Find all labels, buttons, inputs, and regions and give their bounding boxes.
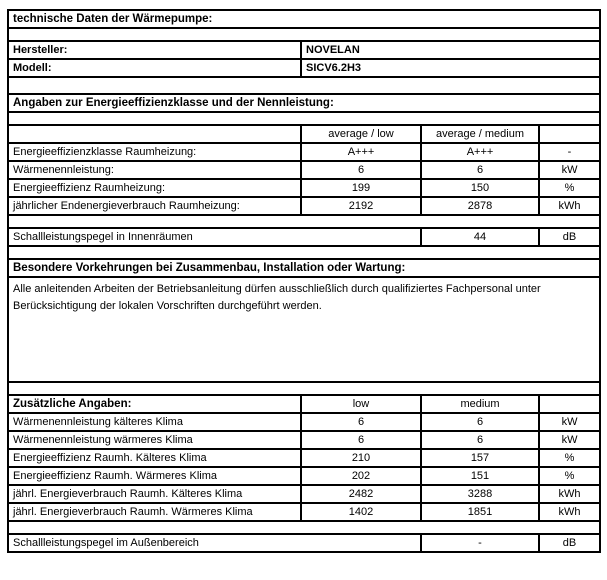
unit-cell: kWh — [539, 503, 600, 521]
spacer-cell — [8, 215, 600, 228]
table-row — [8, 431, 600, 449]
value-low: 199 — [301, 179, 421, 197]
section-precautions-heading: Besondere Vorkehrungen bei Zusammenbau, Installation oder Wartung: — [8, 259, 600, 277]
value-low: 6 — [301, 413, 421, 431]
value-medium: 157 — [421, 449, 539, 467]
doc-title: technische Daten der Wärmepumpe: — [8, 10, 600, 28]
table-row — [8, 485, 600, 503]
model-label: Modell: — [8, 59, 301, 77]
precautions-text: Alle anleitenden Arbeiten der Betriebsanleitung dürfen ausschließlich durch qualifiziertes Fachpersonal unter Berücksichtigung der lokalen Vorschriften durchgeführt werden. — [8, 277, 600, 382]
table-row — [8, 59, 600, 77]
row-label: jährlicher Endenergieverbrauch Raumheizung: — [8, 197, 301, 215]
table-row — [8, 77, 600, 94]
value-low: 6 — [301, 161, 421, 179]
col-header-low: low — [301, 395, 421, 413]
table-row — [8, 382, 600, 395]
value-medium: 150 — [421, 179, 539, 197]
value-medium: 2878 — [421, 197, 539, 215]
row-label: jährl. Energieverbrauch Raumh. Wärmeres Klima — [8, 503, 301, 521]
table-row — [8, 259, 600, 277]
unit-cell: % — [539, 449, 600, 467]
spacer-cell — [8, 28, 600, 41]
sound-outdoor-value: - — [421, 534, 539, 552]
table-row — [8, 467, 600, 485]
section-energy-heading: Angaben zur Energieeffizienzklasse und der Nennleistung: — [8, 94, 600, 112]
spacer-cell — [8, 521, 600, 534]
model-value: SICV6.2H3 — [301, 59, 600, 77]
sound-indoor-label: Schallleistungspegel in Innenräumen — [8, 228, 421, 246]
table-row — [8, 125, 600, 143]
manufacturer-label: Hersteller: — [8, 41, 301, 59]
col-header-average-medium: average / medium — [421, 125, 539, 143]
row-label: Energieeffizienz Raumh. Kälteres Klima — [8, 449, 301, 467]
unit-cell: kW — [539, 161, 600, 179]
table-row — [8, 215, 600, 228]
table-row — [8, 277, 600, 382]
section-additional-heading: Zusätzliche Angaben: — [8, 395, 301, 413]
value-medium: A+++ — [421, 143, 539, 161]
table-row — [8, 395, 600, 413]
sound-indoor-value: 44 — [421, 228, 539, 246]
table-row — [8, 28, 600, 41]
unit-cell: % — [539, 179, 600, 197]
table-row — [8, 503, 600, 521]
sound-outdoor-unit: dB — [539, 534, 600, 552]
table-row — [8, 94, 600, 112]
table-row — [8, 534, 600, 552]
row-label: Energieeffizienz Raumh. Wärmeres Klima — [8, 467, 301, 485]
table-row — [8, 246, 600, 259]
row-label: Energieeffizienzklasse Raumheizung: — [8, 143, 301, 161]
value-medium: 6 — [421, 161, 539, 179]
value-medium: 1851 — [421, 503, 539, 521]
unit-cell: kWh — [539, 485, 600, 503]
manufacturer-value: NOVELAN — [301, 41, 600, 59]
value-low: 1402 — [301, 503, 421, 521]
table-row — [8, 521, 600, 534]
col-header-medium: medium — [421, 395, 539, 413]
spacer-cell — [8, 382, 600, 395]
table-row — [8, 112, 600, 125]
unit-cell: - — [539, 143, 600, 161]
unit-cell: kW — [539, 431, 600, 449]
value-medium: 151 — [421, 467, 539, 485]
table-row — [8, 41, 600, 59]
row-label: Wärmenennleistung kälteres Klima — [8, 413, 301, 431]
table-row — [8, 449, 600, 467]
row-label: Energieeffizienz Raumheizung: — [8, 179, 301, 197]
table-row — [8, 161, 600, 179]
table-row — [8, 197, 600, 215]
value-medium: 6 — [421, 431, 539, 449]
spacer-cell — [8, 112, 600, 125]
value-medium: 3288 — [421, 485, 539, 503]
unit-cell: kWh — [539, 197, 600, 215]
row-label: Wärmenennleistung wärmeres Klima — [8, 431, 301, 449]
table-row — [8, 10, 600, 28]
value-low: 202 — [301, 467, 421, 485]
table-row — [8, 179, 600, 197]
empty-cell — [539, 395, 600, 413]
empty-cell — [8, 125, 301, 143]
unit-cell: kW — [539, 413, 600, 431]
table-row — [8, 143, 600, 161]
col-header-average-low: average / low — [301, 125, 421, 143]
row-label: Wärmenennleistung: — [8, 161, 301, 179]
value-low: 2482 — [301, 485, 421, 503]
value-low: 210 — [301, 449, 421, 467]
unit-cell: % — [539, 467, 600, 485]
heat-pump-data-table — [7, 9, 601, 553]
empty-cell — [539, 125, 600, 143]
spacer-cell — [8, 246, 600, 259]
table-row — [8, 413, 600, 431]
value-medium: 6 — [421, 413, 539, 431]
sound-outdoor-label: Schallleistungspegel im Außenbereich — [8, 534, 421, 552]
value-low: 6 — [301, 431, 421, 449]
row-label: jährl. Energieverbrauch Raumh. Kälteres Klima — [8, 485, 301, 503]
value-low: A+++ — [301, 143, 421, 161]
spacer-cell — [8, 77, 600, 94]
table-row — [8, 228, 600, 246]
value-low: 2192 — [301, 197, 421, 215]
sound-indoor-unit: dB — [539, 228, 600, 246]
